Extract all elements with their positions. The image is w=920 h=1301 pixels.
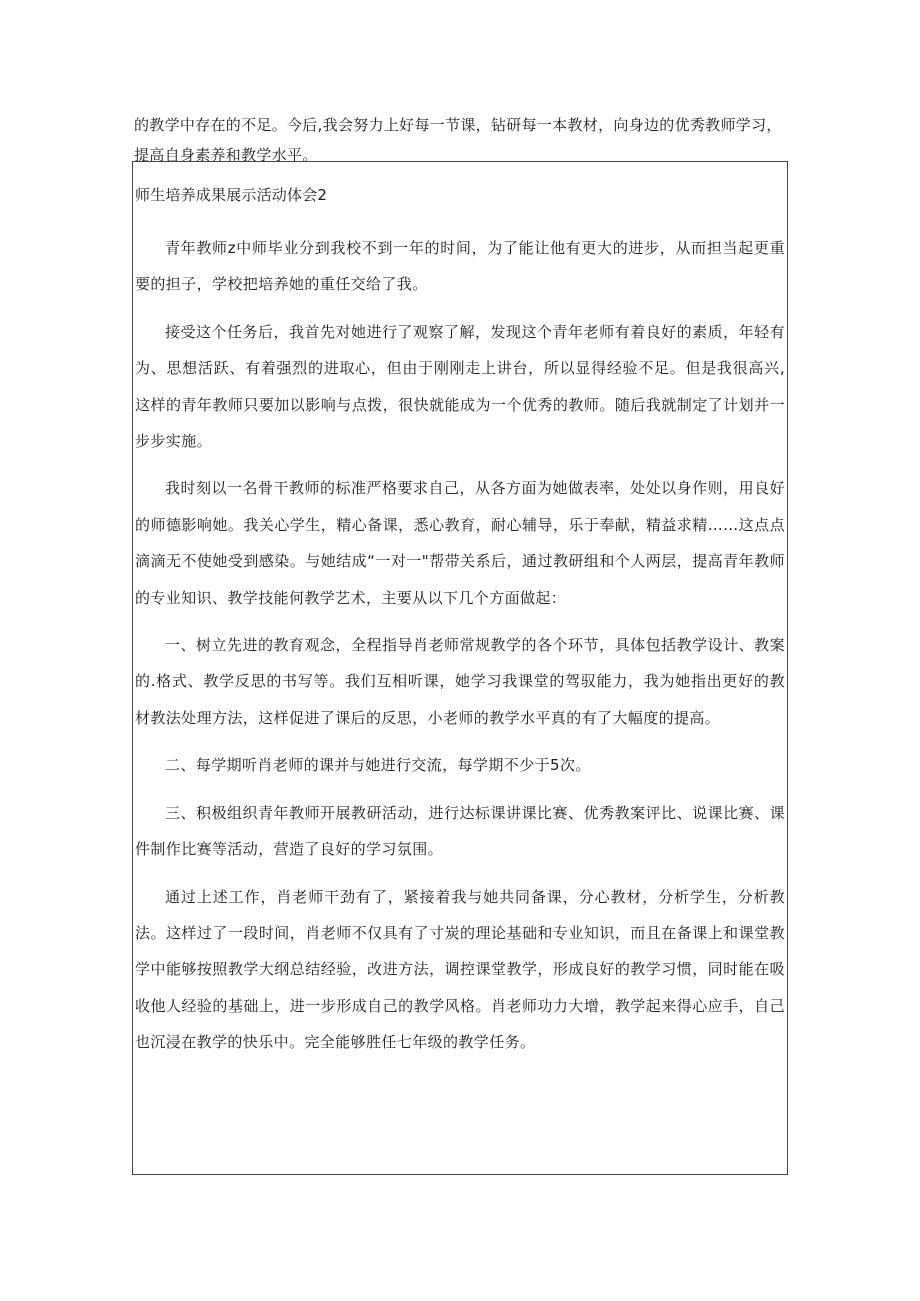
section-title: 师生培养成果展示活动体会2 (135, 186, 328, 204)
paragraph-6: 三、积极组织青年教师开展教研活动，进行达标课讲课比赛、优秀教案评比、说课比赛、课件制作比赛等活动，营造了良好的学习氛围。 (135, 803, 785, 859)
paragraph-3: 我时刻以一名骨干教师的标准严格要求自己，从各方面为她做表率，处处以身作则，用良好的师德影响她。我关心学生，精心备课，悉心教育，耐心辅导，乐于奉献，精益求精……这点点滴滴无不使她受到感染。与她结成“一对一"帮带关系后，通过教研组和个人两层，提高青年教师的专业知识、教学技能何教学艺术，主要从以下几个方面做起： (135, 479, 785, 607)
intro-paragraph: 的教学中存在的不足。今后,我会努力上好每一节课，钻研每一本教材，向身边的优秀教师学习，提高自身素养和教学水平。 (134, 116, 782, 164)
paragraph-4: 一、树立先进的教育观念，全程指导肖老师常规教学的各个环节，具体包括教学设计、教案的.格式、教学反思的书写等。我们互相听课，她学习我课堂的驾驭能力，我为她指出更好的教材教法处理方法，这样促进了课后的反思，小老师的教学水平真的有了大幅度的提高。 (135, 636, 785, 727)
content-box (132, 161, 788, 1175)
paragraph-5: 二、每学期听肖老师的课并与她进行交流，每学期不少于5次。 (165, 756, 591, 775)
paragraph-7: 通过上述工作，肖老师干劲有了，紧接着我与她共同备课，分心教材，分析学生，分析教法。这样过了一段时间，肖老师不仅具有了寸炭的理论基础和专业知识，而且在备课上和课堂教学中能够按照教学大纲总结经验，改进方法，调控课堂教学，形成良好的教学习惯，同时能在吸收他人经验的基础上，进一步形成自己的教学风格。肖老师功力大增，教学起来得心应手，自己也沉浸在教学的快乐中。完全能够胜任七年级的教学任务。 (135, 887, 785, 1052)
paragraph-2: 接受这个任务后，我首先对她进行了观察了解，发现这个青年老师有着良好的素质，年轻有为、思想活跃、有着强烈的进取心，但由于刚刚走上讲台，所以显得经验不足。但是我很高兴,这样的青年教师只要加以影响与点拨，很快就能成为一个优秀的教师。随后我就制定了计划并一步步实施。 (135, 322, 785, 451)
section-body (135, 230, 785, 1072)
paragraph-1: 青年教师z中师毕业分到我校不到一年的时间，为了能让他有更大的进步，从而担当起更重要的担子，学校把培养她的重任交给了我。 (135, 239, 785, 294)
